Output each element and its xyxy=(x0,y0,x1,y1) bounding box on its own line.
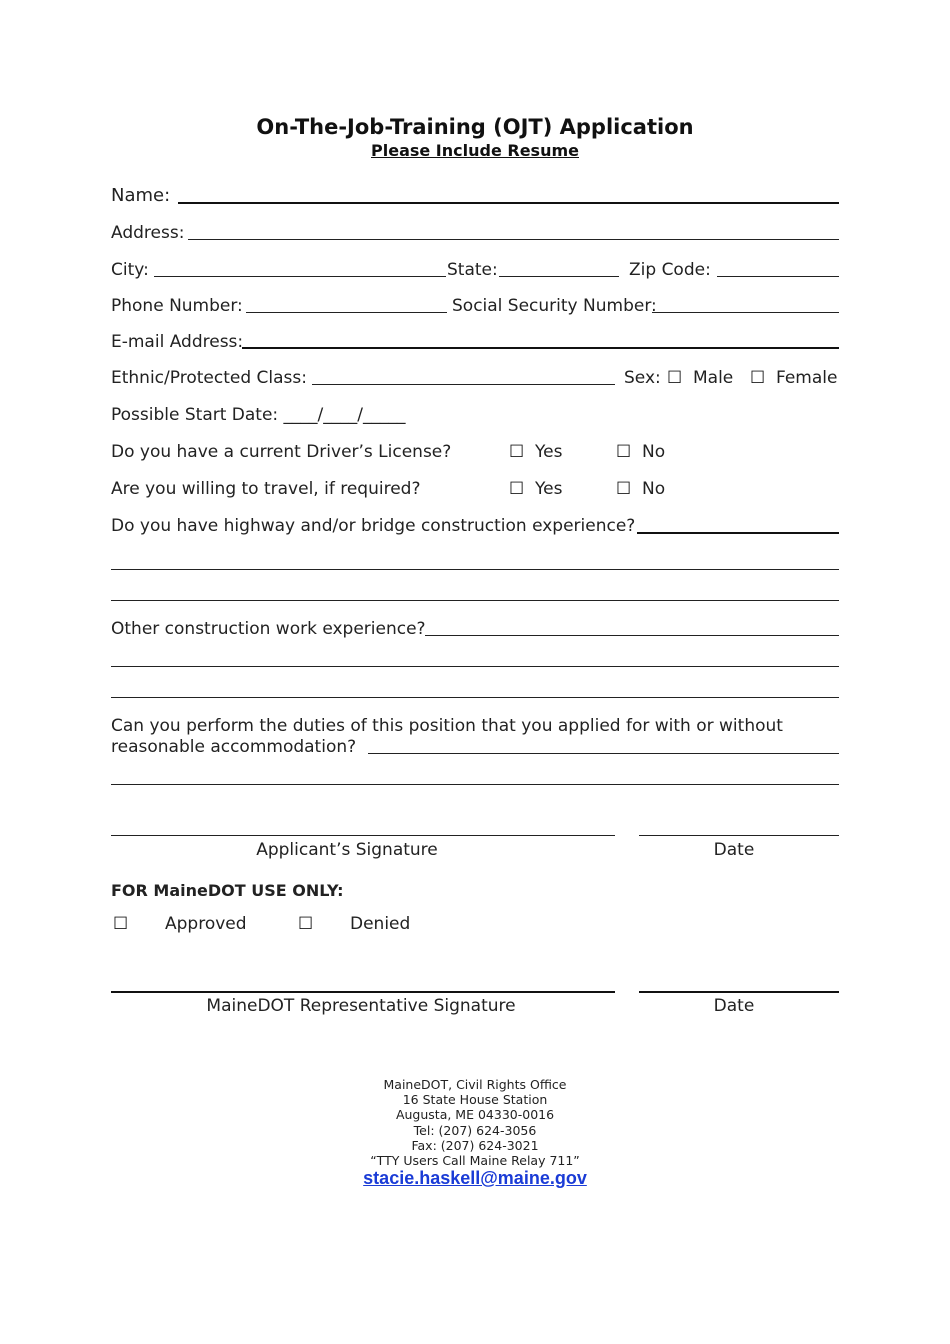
footer-email-wrapper xyxy=(0,1168,950,1189)
ethnic-label: Ethnic/Protected Class: xyxy=(111,368,307,388)
license-no-label: No xyxy=(642,442,666,462)
footer-tty: “TTY Users Call Maine Relay 711” xyxy=(370,1153,580,1168)
ssn-field[interactable] xyxy=(652,312,839,313)
female-label: Female xyxy=(776,368,838,388)
other-field[interactable] xyxy=(425,635,839,636)
contact-email-link[interactable]: stacie.haskell@maine.gov xyxy=(363,1168,587,1188)
phone-label: Phone Number: xyxy=(111,296,243,316)
approved-label: Approved xyxy=(165,914,247,934)
male-checkbox-icon[interactable]: ☐ xyxy=(667,368,683,388)
license-yes-checkbox-icon[interactable]: ☐ xyxy=(509,442,525,462)
state-label: State: xyxy=(447,260,498,280)
zip-label: Zip Code: xyxy=(629,260,711,280)
city-label: City: xyxy=(111,260,149,280)
duties-answer-line[interactable] xyxy=(111,784,839,785)
duties-question: Can you perform the duties of this position that you applied for with or without xyxy=(111,716,783,736)
address-field[interactable] xyxy=(188,239,839,240)
license-no-checkbox-icon[interactable]: ☐ xyxy=(616,442,632,462)
applicant-signature-field[interactable] xyxy=(111,835,615,836)
travel-yes-label: Yes xyxy=(535,479,563,499)
footer-office: MaineDOT, Civil Rights Office xyxy=(383,1077,567,1092)
denied-label: Denied xyxy=(350,914,411,934)
approved-checkbox-icon[interactable]: ☐ xyxy=(113,914,129,934)
sex-label: Sex: xyxy=(624,368,661,388)
travel-question: Are you willing to travel, if required? xyxy=(111,479,421,499)
travel-no-checkbox-icon[interactable]: ☐ xyxy=(616,479,632,499)
duties-question-cont: reasonable accommodation? xyxy=(111,737,357,757)
highway-field[interactable] xyxy=(637,532,839,534)
male-label: Male xyxy=(693,368,734,388)
ssn-label: Social Security Number: xyxy=(452,296,657,316)
highway-answer-line[interactable] xyxy=(111,569,839,570)
other-answer-line[interactable] xyxy=(111,697,839,698)
phone-field[interactable] xyxy=(246,312,447,313)
name-label: Name: xyxy=(111,185,171,206)
zip-field[interactable] xyxy=(717,276,839,277)
other-question: Other construction work experience? xyxy=(111,619,426,639)
city-field[interactable] xyxy=(154,276,446,277)
email-label: E-mail Address: xyxy=(111,332,244,352)
duties-field[interactable] xyxy=(368,753,839,754)
representative-date-field[interactable] xyxy=(639,991,839,993)
applicant-signature-caption: Applicant’s Signature xyxy=(256,840,438,860)
form-title: On-The-Job-Training (OJT) Application xyxy=(256,115,694,139)
applicant-date-field[interactable] xyxy=(639,835,839,836)
maine-only-heading: FOR MaineDOT USE ONLY: xyxy=(111,881,344,900)
travel-no-label: No xyxy=(642,479,666,499)
denied-checkbox-icon[interactable]: ☐ xyxy=(298,914,314,934)
address-label: Address: xyxy=(111,223,185,243)
representative-signature-caption: MaineDOT Representative Signature xyxy=(206,996,516,1016)
representative-date-caption: Date xyxy=(713,996,755,1016)
footer-city: Augusta, ME 04330-0016 xyxy=(395,1107,555,1122)
footer-fax: Fax: (207) 624-3021 xyxy=(411,1138,539,1153)
applicant-date-caption: Date xyxy=(713,840,755,860)
state-field[interactable] xyxy=(499,276,619,277)
start-date-field[interactable]: Possible Start Date: ____/____/_____ xyxy=(111,405,406,425)
email-field[interactable] xyxy=(242,347,839,349)
ethnic-field[interactable] xyxy=(312,384,615,385)
female-checkbox-icon[interactable]: ☐ xyxy=(750,368,766,388)
travel-yes-checkbox-icon[interactable]: ☐ xyxy=(509,479,525,499)
footer-street: 16 State House Station xyxy=(402,1092,548,1107)
other-answer-line[interactable] xyxy=(111,666,839,667)
name-field[interactable] xyxy=(178,202,839,204)
highway-answer-line[interactable] xyxy=(111,600,839,601)
form-subtitle: Please Include Resume xyxy=(371,141,579,160)
footer-tel: Tel: (207) 624-3056 xyxy=(413,1123,537,1138)
license-yes-label: Yes xyxy=(535,442,563,462)
highway-question: Do you have highway and/or bridge construction experience? xyxy=(111,516,636,536)
license-question: Do you have a current Driver’s License? xyxy=(111,442,452,462)
representative-signature-field[interactable] xyxy=(111,991,615,993)
